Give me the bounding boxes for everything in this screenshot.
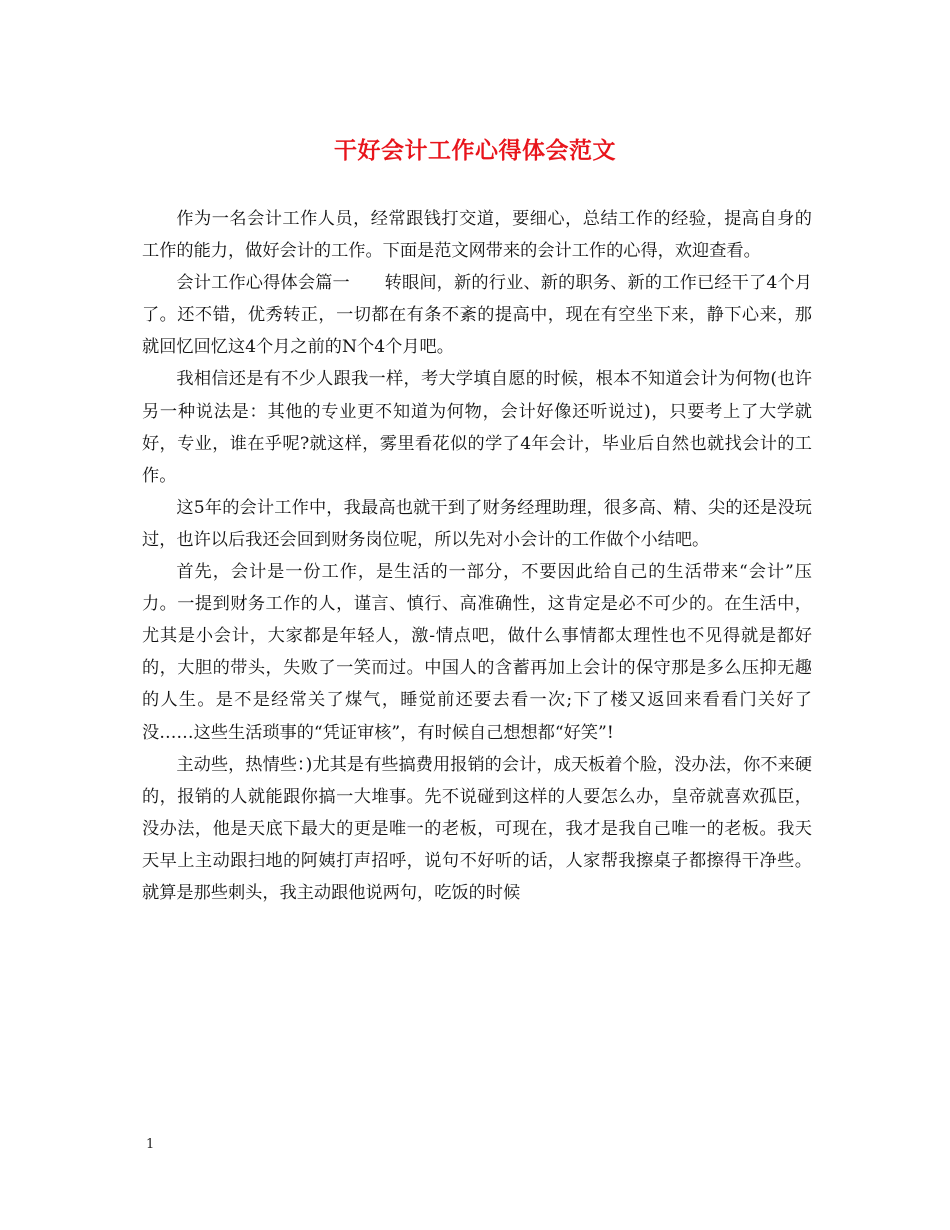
paragraph-college-choice: 我相信还是有不少人跟我一样，考大学填自愿的时候，根本不知道会计为何物(也许另一种说法是：其他的专业更不知道为何物，会计好像还听说过)，只要考上了大学就好，专业，谁在乎呢?就这样，雾里看花似的学了4年会计，毕业后自然也就找会计的工作。 bbox=[142, 369, 812, 486]
document-body bbox=[142, 203, 812, 909]
paragraph-section-one: 会计工作心得体会篇一 转眼间，新的行业、新的职务、新的工作已经干了4个月了。还不错，优秀转正，一切都在有条不紊的提高中，现在有空坐下来，静下心来，那就回忆回忆这4个月之前的N个4个月吧。 bbox=[142, 273, 812, 358]
paragraph-be-proactive: 主动些，热情些：)尤其是有些搞费用报销的会计，成天板着个脸，没办法，你不来硬的，报销的人就能跟你搞一大堆事。先不说碰到这样的人要怎么办，皇帝就喜欢孤臣，没办法，他是天底下最大的更是唯一的老板，可现在，我才是我自己唯一的老板。我天天早上主动跟扫地的阿姨打声招呼，说句不好听的话，人家帮我擦桌子都擦得干净些。就算是那些刺头，我主动跟他说两句，吃饭的时候 bbox=[142, 754, 812, 903]
paragraph-intro: 作为一名会计工作人员，经常跟钱打交道，要细心，总结工作的经验，提高自身的工作的能力，做好会计的工作。下面是范文网带来的会计工作的心得，欢迎查看。 bbox=[142, 209, 812, 262]
document-title: 干好会计工作心得体会范文 bbox=[334, 138, 616, 164]
paragraph-first-point: 首先，会计是一份工作，是生活的一部分，不要因此给自己的生活带来“会计”压力。一提到财务工作的人，谨言、慎行、高准确性，这肯定是必不可少的。在生活中，尤其是小会计，大家都是年轻人，激-情点吧，做什么事情都太理性也不见得就是都好的，大胆的带头，失败了一笑而过。中国人的含蓄再加上会计的保守那是多么压抑无趣的人生。是不是经常关了煤气，睡觉前还要去看一次;下了楼又返回来看看门关好了没……这些生活琐事的“凭证审核”，有时候自己想想都“好笑”! bbox=[142, 562, 812, 743]
page-number: 1 bbox=[146, 1137, 155, 1152]
paragraph-five-years: 这5年的会计工作中，我最高也就干到了财务经理助理，很多高、精、尖的还是没玩过，也许以后我还会回到财务岗位呢，所以先对小会计的工作做个小结吧。 bbox=[142, 497, 812, 550]
